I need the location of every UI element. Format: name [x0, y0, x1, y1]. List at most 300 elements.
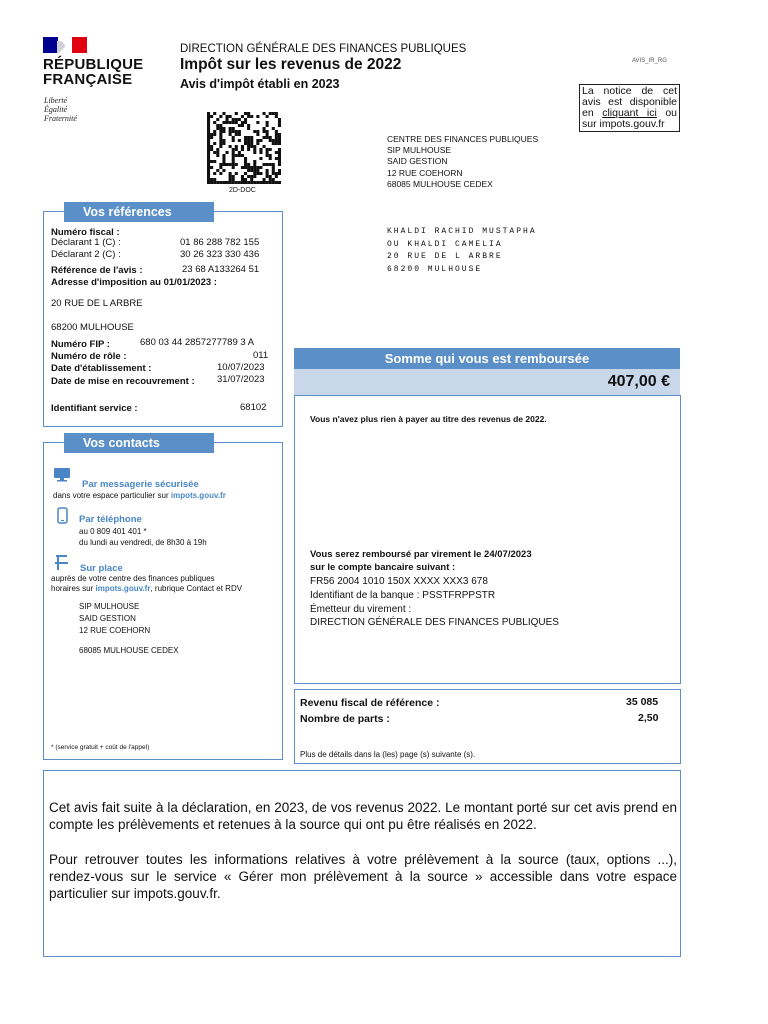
barcode-module: [219, 145, 222, 148]
barcode-module: [266, 175, 269, 178]
barcode-module: [207, 112, 210, 115]
notice-text-2: ou sur impots.gouv.fr: [582, 107, 678, 130]
recipient-line: KHALDI RACHID MUSTAPHA: [387, 227, 537, 236]
barcode-module: [229, 181, 232, 184]
contact-address-line: SIP MULHOUSE: [79, 602, 140, 611]
ref-avis-value: 23 68 A133264 51: [182, 264, 260, 275]
barcode-module: [250, 181, 253, 184]
barcode-module: [207, 133, 210, 136]
barcode-module: [241, 115, 244, 118]
barcode-module: [216, 181, 219, 184]
barcode-module: [207, 160, 210, 163]
barcode-module: [253, 148, 256, 151]
barcode-module: [244, 178, 247, 181]
barcode-module: [219, 115, 222, 118]
barcode-module: [253, 151, 256, 154]
barcode-module: [241, 148, 244, 151]
barcode-module: [256, 172, 259, 175]
barcode-module: [253, 169, 256, 172]
recipient-line: 20 RUE DE L ARBRE: [387, 252, 503, 261]
barcode-module: [278, 151, 281, 154]
barcode-module: [247, 136, 250, 139]
barcode-module: [238, 133, 241, 136]
barcode-module: [232, 175, 235, 178]
barcode-module: [244, 157, 247, 160]
barcode-module: [247, 115, 250, 118]
barcode-module: [244, 163, 247, 166]
barcode-module: [263, 181, 266, 184]
barcode-module: [222, 154, 225, 157]
barcode-module: [213, 181, 216, 184]
barcode-module: [272, 166, 275, 169]
barcode-module: [278, 148, 281, 151]
dgfip-heading: DIRECTION GÉNÉRALE DES FINANCES PUBLIQUES: [180, 43, 467, 55]
barcode-module: [232, 160, 235, 163]
centre-line: CENTRE DES FINANCES PUBLIQUES: [387, 134, 539, 144]
barcode-module: [275, 175, 278, 178]
centre-line: 12 RUE COEHORN: [387, 167, 463, 178]
numero-fiscal-label: Numéro fiscal :: [51, 227, 120, 238]
barcode-module: [207, 157, 210, 160]
barcode-module: [253, 160, 256, 163]
barcode-module: [263, 145, 266, 148]
barcode-module: [229, 145, 232, 148]
barcode-module: [241, 178, 244, 181]
barcode-module: [229, 130, 232, 133]
barcode-module: [235, 163, 238, 166]
virement-line1: Vous serez remboursé par virement le 24/07/2023: [310, 549, 532, 560]
footnote: * (service gratuit + coût de l'appel): [51, 744, 150, 751]
adresse-line1: 20 RUE DE L ARBRE: [51, 298, 143, 309]
barcode-module: [232, 163, 235, 166]
barcode-module: [226, 118, 229, 121]
barcode-module: [222, 142, 225, 145]
barcode-module: [207, 139, 210, 142]
role-value: 011: [253, 350, 269, 361]
barcode-module: [250, 166, 253, 169]
barcode-module: [244, 166, 247, 169]
recipient-address: [387, 226, 537, 276]
barcode-module: [278, 160, 281, 163]
iban: FR56 2004 1010 150X XXXX XXX3 678: [310, 576, 488, 587]
centre-line: 68085 MULHOUSE CEDEX: [387, 178, 493, 189]
barcode-module: [278, 163, 281, 166]
barcode-module: [219, 139, 222, 142]
barcode-module: [229, 172, 232, 175]
barcode-module: [207, 172, 210, 175]
barcode-module: [210, 160, 213, 163]
notice-link[interactable]: cliquant ici: [602, 107, 657, 119]
barcode-module: [232, 181, 235, 184]
barcode-module: [266, 148, 269, 151]
barcode-module: [219, 130, 222, 133]
barcode-module: [247, 163, 250, 166]
parts-value: 2,50: [638, 712, 659, 724]
barcode-module: [235, 145, 238, 148]
barcode-module: [238, 151, 241, 154]
barcode-module: [266, 181, 269, 184]
barcode-module: [263, 130, 266, 133]
barcode-module: [269, 178, 272, 181]
barcode-module: [278, 154, 281, 157]
barcode-module: [266, 124, 269, 127]
barcode-module: [207, 136, 210, 139]
barcode-module: [235, 118, 238, 121]
refund-heading: Somme qui vous est remboursée: [294, 348, 680, 369]
sur-place-line1: auprès de votre centre des finances publiques: [51, 574, 215, 583]
barcode-module: [207, 124, 210, 127]
barcode-module: [238, 124, 241, 127]
rfr-value: 35 085: [626, 696, 659, 708]
barcode-module: [222, 121, 225, 124]
motto-egalite: Égalité: [44, 105, 68, 114]
contacts-heading: Vos contacts: [64, 433, 214, 453]
barcode-module: [207, 118, 210, 121]
barcode-module: [269, 157, 272, 160]
barcode-module: [229, 121, 232, 124]
barcode-module: [256, 181, 259, 184]
barcode-module: [244, 181, 247, 184]
barcode-module: [207, 145, 210, 148]
barcode-module: [213, 133, 216, 136]
logo-title-line1: RÉPUBLIQUE: [43, 56, 144, 73]
barcode-module: [213, 172, 216, 175]
barcode-module: [235, 172, 238, 175]
barcode-module: [275, 130, 278, 133]
barcode-module: [207, 169, 210, 172]
barcode-module: [229, 115, 232, 118]
contact-address-line: 12 RUE COEHORN: [79, 626, 151, 635]
barcode-module: [244, 172, 247, 175]
barcode-module: [213, 112, 216, 115]
logo-title: [43, 57, 143, 87]
building-icon: [53, 554, 70, 571]
sur-place-link[interactable]: impots.gouv.fr: [95, 584, 151, 593]
logo-motto: [44, 96, 77, 123]
barcode-module: [247, 148, 250, 151]
barcode-module: [222, 112, 225, 115]
barcode-module: [207, 178, 210, 181]
logo-title-line2: FRANÇAISE: [43, 71, 133, 88]
barcode-module: [226, 163, 229, 166]
barcode-module: [207, 181, 210, 184]
barcode-module: [259, 157, 262, 160]
barcode-module: [216, 148, 219, 151]
barcode-module: [275, 136, 278, 139]
barcode-module: [238, 130, 241, 133]
info-paragraph-2: Pour retrouver toutes les informations relatives à votre prélèvement à la source (taux, options ...), rendez-vous sur le service « Gérer mon prélèvement à la source » accessible dans votre espace particulier sur impots.gouv.fr.: [49, 852, 677, 901]
barcode-module: [244, 142, 247, 145]
barcode-module: [259, 172, 262, 175]
barcode-module: [259, 139, 262, 142]
barcode-module: [272, 163, 275, 166]
barcode-module: [222, 169, 225, 172]
barcode-module: [278, 142, 281, 145]
barcode-module: [232, 166, 235, 169]
barcode-module: [213, 178, 216, 181]
messagerie-link[interactable]: impots.gouv.fr: [170, 491, 226, 500]
barcode-module: [247, 166, 250, 169]
barcode-module: [278, 169, 281, 172]
barcode-module: [278, 136, 281, 139]
barcode-module: [210, 133, 213, 136]
barcode-module: [238, 139, 241, 142]
barcode-module: [229, 175, 232, 178]
barcode-module: [229, 178, 232, 181]
barcode-module: [278, 139, 281, 142]
barcode-module: [256, 121, 259, 124]
barcode-module: [266, 121, 269, 124]
refund-panel: [294, 395, 681, 684]
etab-label: Date d'établissement :: [51, 363, 152, 374]
tax-centre-address: [387, 134, 538, 190]
barcode-module: [229, 133, 232, 136]
barcode-module: [232, 121, 235, 124]
barcode-module: [238, 181, 241, 184]
barcode-module: [263, 163, 266, 166]
barcode-module: [232, 130, 235, 133]
barcode-module: [235, 148, 238, 151]
barcode-module: [250, 145, 253, 148]
barcode-module: [259, 166, 262, 169]
etab-value: 10/07/2023: [217, 362, 265, 373]
2d-doc-barcode: [207, 112, 281, 184]
barcode-module: [278, 133, 281, 136]
barcode-module: [210, 178, 213, 181]
barcode-module: [256, 115, 259, 118]
recouv-value: 31/07/2023: [217, 374, 265, 385]
barcode-module: [235, 133, 238, 136]
barcode-module: [253, 166, 256, 169]
barcode-module: [250, 139, 253, 142]
barcode-module: [226, 151, 229, 154]
barcode-module: [222, 160, 225, 163]
barcode-module: [256, 130, 259, 133]
parts-label: Nombre de parts :: [300, 713, 390, 725]
info-paragraph-1: Cet avis fait suite à la déclaration, en 2023, de vos revenus 2022. Le montant porté sur cet avis prend en compte les prélèvements et retenues à la source qui ont pu être réalisés en 2022.: [49, 800, 677, 832]
barcode-module: [256, 166, 259, 169]
barcode-module: [226, 121, 229, 124]
barcode-module: [247, 124, 250, 127]
barcode-module: [266, 130, 269, 133]
barcode-module: [232, 136, 235, 139]
barcode-module: [256, 169, 259, 172]
emetteur-label: Émetteur du virement :: [310, 604, 412, 615]
barcode-module: [244, 139, 247, 142]
rfr-label: Revenu fiscal de référence :: [300, 697, 440, 709]
recipient-line: OU KHALDI CAMELIA: [387, 239, 503, 249]
page-title: Impôt sur les revenus de 2022: [180, 56, 402, 73]
barcode-module: [272, 169, 275, 172]
barcode-module: [241, 175, 244, 178]
barcode-module: [219, 181, 222, 184]
barcode-module: [269, 181, 272, 184]
barcode-module: [266, 115, 269, 118]
barcode-module: [219, 136, 222, 139]
page-subtitle: Avis d'impôt établi en 2023: [180, 77, 340, 91]
barcode-module: [210, 148, 213, 151]
barcode-module: [241, 121, 244, 124]
virement-line2: sur le compte bancaire suivant :: [310, 562, 456, 573]
barcode-module: [232, 139, 235, 142]
barcode-module: [278, 172, 281, 175]
barcode-module: [256, 142, 259, 145]
barcode-module: [253, 130, 256, 133]
barcode-module: [241, 181, 244, 184]
barcode-module: [219, 124, 222, 127]
barcode-module: [216, 124, 219, 127]
barcode-module: [247, 145, 250, 148]
declarant1-value: 01 86 288 782 155: [180, 237, 260, 248]
barcode-module: [253, 145, 256, 148]
barcode-module: [266, 172, 269, 175]
barcode-module: [275, 139, 278, 142]
barcode-module: [219, 127, 222, 130]
barcode-module: [263, 136, 266, 139]
barcode-module: [278, 181, 281, 184]
barcode-module: [226, 181, 229, 184]
centre-line: SIP MULHOUSE: [387, 145, 452, 156]
barcode-module: [275, 172, 278, 175]
barcode-module: [241, 124, 244, 127]
barcode-module: [275, 112, 278, 115]
adresse-line2: 68200 MULHOUSE: [51, 322, 134, 333]
avis-code: AVIS_IR_RG: [632, 58, 667, 64]
barcode-module: [216, 154, 219, 157]
barcode-module: [266, 133, 269, 136]
barcode-module: [222, 157, 225, 160]
messagerie-text: dans votre espace particulier sur: [53, 491, 169, 500]
barcode-module: [247, 175, 250, 178]
computer-icon: [53, 467, 71, 482]
barcode-module: [256, 133, 259, 136]
declarant1-label: Déclarant 1 (C) :: [51, 237, 121, 248]
barcode-module: [250, 136, 253, 139]
barcode-module: [278, 118, 281, 121]
motto-fraternite: Fraternité: [44, 114, 77, 123]
notice-text-1: La notice de cet avis est disponible en: [582, 85, 677, 119]
barcode-module: [269, 148, 272, 151]
barcode-module: [216, 169, 219, 172]
barcode-module: [207, 142, 210, 145]
declarant2-label: Déclarant 2 (C) :: [51, 249, 121, 260]
barcode-module: [259, 181, 262, 184]
barcode-module: [219, 166, 222, 169]
barcode-module: [241, 145, 244, 148]
refund-amount: 407,00 €: [294, 369, 680, 395]
barcode-module: [229, 163, 232, 166]
barcode-module: [278, 124, 281, 127]
barcode-module: [244, 118, 247, 121]
barcode-module: [253, 181, 256, 184]
barcode-module: [210, 136, 213, 139]
barcode-module: [207, 115, 210, 118]
barcode-module: [235, 121, 238, 124]
service-value: 68102: [240, 402, 267, 413]
barcode-module: [275, 115, 278, 118]
centre-line: SAID GESTION: [387, 156, 448, 167]
barcode-module: [232, 151, 235, 154]
barcode-module: [207, 163, 210, 166]
telephone-number: au 0 809 401 401 *: [79, 527, 147, 536]
barcode-module: [219, 163, 222, 166]
barcode-module: [275, 142, 278, 145]
barcode-module: [232, 157, 235, 160]
barcode-module: [269, 154, 272, 157]
emetteur: DIRECTION GÉNÉRALE DES FINANCES PUBLIQUES: [310, 617, 559, 628]
barcode-module: [219, 172, 222, 175]
barcode-module: [207, 175, 210, 178]
barcode-module: [213, 121, 216, 124]
marianne-flag-icon: [43, 37, 87, 53]
barcode-module: [247, 127, 250, 130]
barcode-module: [222, 163, 225, 166]
barcode-module: [229, 127, 232, 130]
barcode-module: [244, 112, 247, 115]
barcode-module: [210, 145, 213, 148]
barcode-module: [226, 115, 229, 118]
barcode-module: [250, 178, 253, 181]
sur-place-title: Sur place: [80, 563, 123, 574]
barcode-module: [247, 169, 250, 172]
sur-place-text-2: , rubrique Contact et RDV: [150, 584, 243, 593]
barcode-module: [247, 112, 250, 115]
barcode-module: [222, 139, 225, 142]
barcode-module: [247, 139, 250, 142]
barcode-module: [259, 148, 262, 151]
barcode-module: [269, 175, 272, 178]
barcode-module: [269, 112, 272, 115]
barcode-module: [222, 181, 225, 184]
fip-value: 680 03 44 2857277789 3 A: [140, 337, 255, 348]
phone-icon: [57, 507, 68, 524]
barcode-module: [235, 112, 238, 115]
barcode-module: [232, 118, 235, 121]
messagerie-title: Par messagerie sécurisée: [82, 479, 199, 490]
barcode-module: [241, 166, 244, 169]
barcode-module: [272, 181, 275, 184]
barcode-module: [266, 163, 269, 166]
barcode-module: [275, 157, 278, 160]
barcode-module: [207, 154, 210, 157]
fip-label: Numéro FIP :: [51, 339, 110, 350]
barcode-module: [219, 133, 222, 136]
barcode-module: [207, 130, 210, 133]
barcode-module: [207, 148, 210, 151]
barcode-module: [278, 157, 281, 160]
barcode-module: [278, 121, 281, 124]
barcode-module: [272, 139, 275, 142]
barcode-module: [241, 154, 244, 157]
role-label: Numéro de rôle :: [51, 351, 127, 362]
references-panel: [43, 205, 283, 427]
contacts-panel: [43, 436, 283, 760]
barcode-module: [244, 121, 247, 124]
barcode-module: [207, 121, 210, 124]
barcode-module: [210, 115, 213, 118]
barcode-module: [272, 142, 275, 145]
notice-box: [579, 84, 680, 132]
barcode-module: [235, 130, 238, 133]
barcode-module: [256, 139, 259, 142]
barcode-module: [219, 142, 222, 145]
barcode-module: [207, 151, 210, 154]
barcode-module: [207, 166, 210, 169]
barcode-module: [216, 151, 219, 154]
barcode-module: [250, 142, 253, 145]
adresse-label: Adresse d'imposition au 01/01/2023 :: [51, 277, 217, 288]
barcode-module: [216, 118, 219, 121]
